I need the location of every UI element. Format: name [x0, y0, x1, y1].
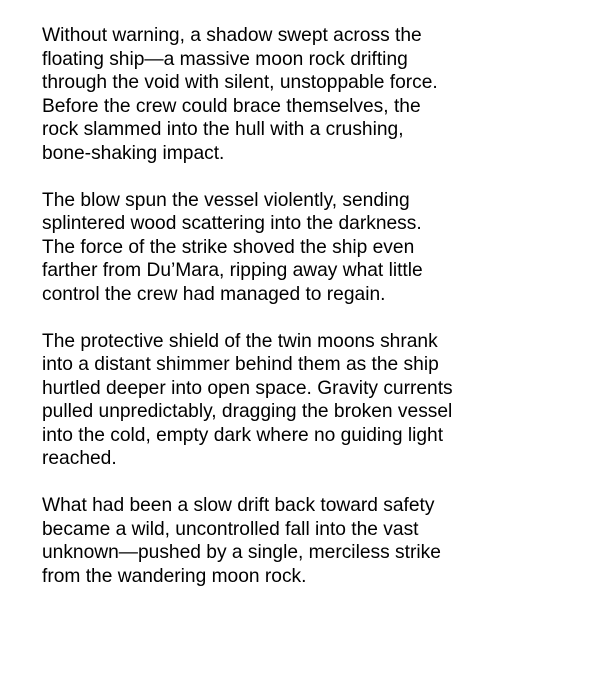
text-line: pulled unpredictably, dragging the broken vessel: [42, 401, 453, 422]
text-line: became a wild, uncontrolled fall into the vast: [42, 518, 419, 540]
text-line: The blow spun the vessel violently, sending: [42, 189, 410, 211]
text-line: What had been a slow drift back toward safety: [42, 495, 435, 516]
text-line: The force of the strike shoved the ship even: [42, 236, 415, 258]
text-line: Without warning, a shadow swept across the: [42, 25, 422, 46]
paragraph-3: [42, 330, 562, 471]
text-line: Before the crew could brace themselves, the: [42, 95, 421, 117]
text-line: hurtled deeper into open space. Gravity currents: [42, 377, 453, 399]
text-line: farther from Du’Mara, ripping away what little: [42, 260, 423, 281]
text-line: from the wandering moon rock.: [42, 565, 307, 587]
paragraph-4: [42, 494, 562, 588]
text-line: bone-shaking impact.: [42, 142, 225, 164]
story-text: [42, 24, 562, 612]
text-line: The protective shield of the twin moons shrank: [42, 330, 438, 352]
text-line: rock slammed into the hull with a crushing,: [42, 119, 404, 140]
paragraph-1: [42, 24, 562, 165]
text-line: unknown—pushed by a single, merciless strike: [42, 542, 441, 563]
text-line: splintered wood scattering into the darkness.: [42, 213, 422, 234]
text-line: through the void with silent, unstoppable force.: [42, 72, 438, 93]
text-line: reached.: [42, 448, 117, 469]
text-line: floating ship—a massive moon rock drifting: [42, 48, 408, 70]
paragraph-2: [42, 189, 562, 307]
text-line: into the cold, empty dark where no guiding light: [42, 424, 444, 446]
text-line: control the crew had managed to regain.: [42, 283, 386, 305]
text-line: into a distant shimmer behind them as the ship: [42, 354, 439, 375]
